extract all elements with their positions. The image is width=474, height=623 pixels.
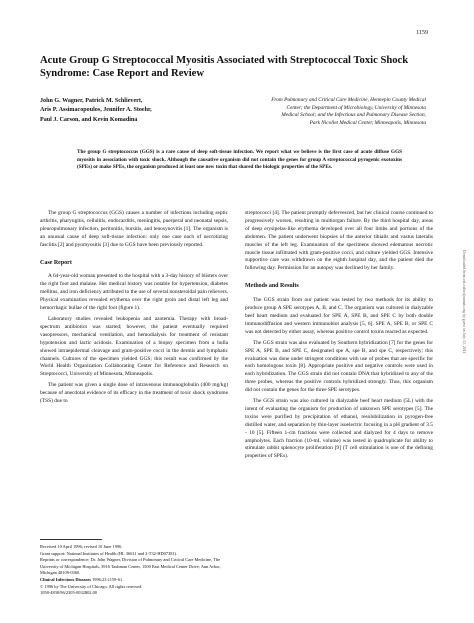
abstract: The group G streptococcus (GGS) is a rare cause of deep soft-tissue infection. We report what we believe is the first case of acute diffuse GGS myositis in association with toxic shock. Although the causative organism did not contain the genes for group A streptococcal pyrogenic exotoxins (SPEs) or make SPEs, the organism produced at least one new toxin that shared the biologic properties of the SPEs. xyxy=(77,149,402,171)
journal-issue: 1996;23:1159-61 xyxy=(92,576,123,582)
footnote-divider xyxy=(40,539,102,540)
reprints-note: Reprints or correspondence: Dr. John Wagner, Division of Pulmonary and Critical Care Medicine, The University of Michigan Hospitals, 3916 Taubman Center, 1500 East Medical Center Drive, Ann Arbor, Michigan 48109-0360. xyxy=(40,557,221,576)
affiliation xyxy=(228,97,426,127)
footnotes xyxy=(40,544,230,597)
received-note: Received 10 April 1996; revised 10 June 1996. xyxy=(40,544,123,549)
case-report-heading: Case Report xyxy=(40,259,72,266)
page-number: 1159 xyxy=(416,30,428,36)
methods-paragraph: The GGS strain from our patient was tested by two methods for its ability to produce group A SPE serotypes A, B, and C. The organism was cultured in dialyzable beef heart medium and evaluated for SPE A, SPE B, and SPE C by both double immunodiffusion and western immunoblot analysis [5, 6]. SPE A, SPE B, or SPE C was not detected by either assay, whereas positive control toxins reacted as expected. xyxy=(245,297,433,335)
article-title: Acute Group G Streptococcal Myositis Associated with Streptococcal Toxic Shock Syndrome: Case Report and Review xyxy=(40,55,409,79)
intro-paragraph: The group G streptococcus (GGS) causes a number of infections including septic arthritis, pharyngitis, cellulitis, endocarditis, meningitis, puerperal and neonatal sepsis, pleuropulmonary infection, peritonitis, bursitis, and tenosynovitis [1]. The organism is an unusual cause of deep soft-tissue infection: only one case each of necrotizing fasciitis [2] and pyomyositis [3] due to GGS have been previously reported. xyxy=(40,210,228,248)
journal-name: Clinical Infectious Diseases xyxy=(40,576,91,582)
copyright-note: © 1996 by The University of Chicago. All rights reserved. xyxy=(40,583,143,589)
grant-note: Grant support: National Institutes of Health (HL 36611 and 2-T32-HD07381). xyxy=(40,550,178,556)
methods-paragraph: The GGS strain was also cultured in dialyzable beef heart medium (5L) with the intent of evaluating the organism for production of unknown SPE serotypes [5]. The toxins were purified by precipitation of ethanol, resolubilization in pyrogen-free distilled water, and separation by thin-layer isoelectric focusing in a pH gradient of 3.5 - 10 [5]. Fifteen 1-cm fractions were collected and dialyzed for 4 days to remove ampholytes. Each fraction (10-mL volume) was tested in quadruplicate for ability to stimulate rabbit splenocyte proliferation [9] (T cell stimulation is one of the defining properties of SPEs). xyxy=(245,398,433,460)
download-stamp: Downloaded from cid.oxfordjournals.org by guest on July 13, 2011 xyxy=(462,250,466,354)
affiliation-line: From Pulmonary and Critical Care Medicine, Hennepin County Medical xyxy=(271,97,426,103)
methods-heading: Methods and Results xyxy=(245,283,299,290)
case-paragraph: Laboratory studies revealed leukopenia and azotemia. Therapy with broad-spectrum antibiotics was started; however, the patient eventually required vasopressors, mechanical ventilation, and hemodialysis for treatment of resistant hypotension and lactic acidosis. Examination of a biopsy specimen from a bulla showed intraepidermal cleavage and gram-positive cocci in the dermis and lymphatic channels. Cultures of the specimen yielded GGS; this result was confirmed by the World Health Organization Collaborating Center for Reference and Research on Streptococci, University of Minnesota, Minneapolis. xyxy=(40,315,228,378)
left-column xyxy=(40,210,228,409)
case-paragraph: The patient was given a single dose of intravenous immunoglobulin (400 mg/kg) because of anecdotal evidence of its efficacy in the treatment of toxic shock syndrome (TSS) due to xyxy=(40,382,228,405)
affiliation-line: Medical School; and the Infectious and Pulmonary Disease Section, xyxy=(281,112,426,119)
issn-note: 1058-4838/96/2305-0032$02.00 xyxy=(40,590,97,596)
case-paragraph: A 64-year-old woman presented to the hospital with a 3-day history of blisters over the right foot and malaise. Her medical history was notable for hypertension, diabetes mellitus, and iron deficiency attributed to the use of several nonsteroidal pain relievers. Physical examination revealed erythema over the right groin and distal left leg and hemorrhagic bullae of the right foot (figure 1). xyxy=(40,273,229,312)
author-line: John G. Wagner, Patrick M. Schlievert, xyxy=(40,98,143,104)
affiliation-line: Center; the Department of Microbiology, University of Minnesota xyxy=(286,104,426,111)
case-continuation: streptococci [4]. The patient promptly defervesced, but her clinical course continued to progressively worsen, resulting in multiorgan failure. By the third hospital day, areas of deep erysipelas-like erythema developed over all four limbs and portions of the abdomen. The patient underwent biopsies of the anterior tibialis and vastus lateralis muscles of the left leg. Examination of the specimens showed edematous necrotic muscle tissue infiltrated with gram-positive cocci, and culture yielded GGS. Intensive supportive care was withdrawn on the eighth hospital day, and the patient died the following day. Permission for an autopsy was declined by her family. xyxy=(245,210,433,272)
journal-citation xyxy=(40,577,230,584)
methods-paragraph: The GGS strain was also evaluated by Southern hybridization [7] for the genes for SPE A, SPE B, and SPE C, designated spe A, spe B, and spe C, respectively; this evaluation was done under stringent conditions with use of probes that are specific for each homologous toxin [8]. Appropriate positive and negative controls were used in each hybridization. The GGS strain did not contain DNA that hybridized to any of the three probes, whereas the positive controls hybridized strongly. Thus, this organism did not contain the genes for the three SPE serotypes. xyxy=(245,339,433,394)
right-column xyxy=(245,210,433,464)
author-line: Aris P. Assimacopoulos, Jennifer A. Stoehr, xyxy=(40,107,152,114)
author-line: Paul J. Carson, and Kevin Komadina xyxy=(40,116,138,123)
affiliation-line: Park Nicollet Medical Center, Minneapolis, Minnesota xyxy=(309,119,426,126)
author-list xyxy=(40,97,240,125)
